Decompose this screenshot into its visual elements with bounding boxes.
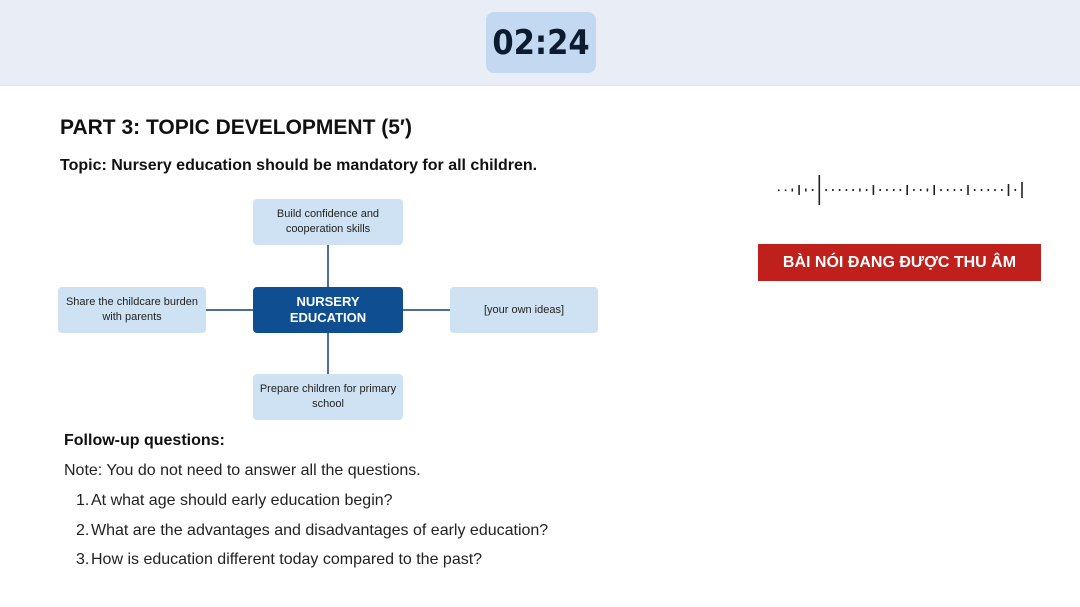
waveform-bar xyxy=(859,189,861,192)
question-list xyxy=(76,491,548,580)
mind-map-center: NURSERY EDUCATION xyxy=(253,287,403,333)
waveform-bar xyxy=(792,189,794,192)
waveform-bar xyxy=(852,189,854,191)
waveform-bar xyxy=(960,189,962,191)
waveform-bar xyxy=(1001,189,1003,191)
waveform-bar xyxy=(819,175,821,205)
waveform-bar xyxy=(798,185,800,195)
waveform-bar xyxy=(1008,184,1010,196)
waveform-bar xyxy=(879,189,881,191)
waveform-bar xyxy=(893,189,895,191)
waveform-bar xyxy=(812,189,814,191)
waveform-bar xyxy=(846,189,848,191)
part-title: PART 3: TOPIC DEVELOPMENT (5′) xyxy=(60,116,412,139)
waveform-bar xyxy=(785,190,787,192)
audio-waveform xyxy=(778,172,1028,208)
waveform-bar xyxy=(933,185,935,195)
waveform-bar xyxy=(954,189,956,191)
waveform-bar xyxy=(981,189,983,191)
waveform-bar xyxy=(839,189,841,191)
question-item xyxy=(76,521,548,551)
question-number: 2. xyxy=(76,521,90,539)
countdown-timer: 02:24 xyxy=(486,12,596,73)
waveform-bar xyxy=(900,189,902,191)
waveform-bar xyxy=(805,189,807,192)
waveform-bar xyxy=(988,189,990,191)
question-item xyxy=(76,550,548,580)
question-text: At what age should early education begin? xyxy=(91,492,393,509)
waveform-bar xyxy=(947,189,949,191)
idea-left: Share the childcare burden with parents xyxy=(58,287,206,333)
question-text: How is education different today compared to the past? xyxy=(91,551,483,568)
waveform-bar xyxy=(994,189,996,191)
waveform-bar xyxy=(886,189,888,191)
connector-top xyxy=(327,245,329,287)
waveform-bar xyxy=(906,185,908,195)
waveform-bar xyxy=(967,185,969,195)
waveform-bar xyxy=(940,189,942,191)
question-number: 1. xyxy=(76,492,90,509)
followup-note: Note: You do not need to answer all the questions. xyxy=(64,462,421,479)
waveform-bar xyxy=(913,189,915,191)
waveform-bar xyxy=(832,189,834,191)
connector-bottom xyxy=(327,333,329,374)
question-number: 3. xyxy=(76,551,90,568)
connector-right xyxy=(402,309,451,311)
waveform-bar xyxy=(1015,189,1017,191)
connector-left xyxy=(205,309,254,311)
waveform-bar xyxy=(920,189,922,191)
waveform-bar xyxy=(825,189,827,191)
idea-bottom: Prepare children for primary school xyxy=(253,374,403,420)
waveform-bar xyxy=(778,190,780,192)
waveform-bar xyxy=(866,189,868,191)
idea-right: [your own ideas] xyxy=(450,287,598,333)
question-text: What are the advantages and disadvantages of early education? xyxy=(91,521,549,539)
waveform-bar xyxy=(1021,182,1023,198)
recording-status-banner: BÀI NÓI ĐANG ĐƯỢC THU ÂM xyxy=(758,244,1041,281)
question-item xyxy=(76,491,548,521)
topic-statement: Topic: Nursery education should be mandatory for all children. xyxy=(60,157,538,174)
waveform-bar xyxy=(927,189,929,192)
waveform-bar xyxy=(974,189,976,191)
followup-heading: Follow-up questions: xyxy=(64,432,225,449)
waveform-bar xyxy=(873,185,875,195)
top-bar xyxy=(0,0,1080,86)
idea-top: Build confidence and cooperation skills xyxy=(253,199,403,245)
